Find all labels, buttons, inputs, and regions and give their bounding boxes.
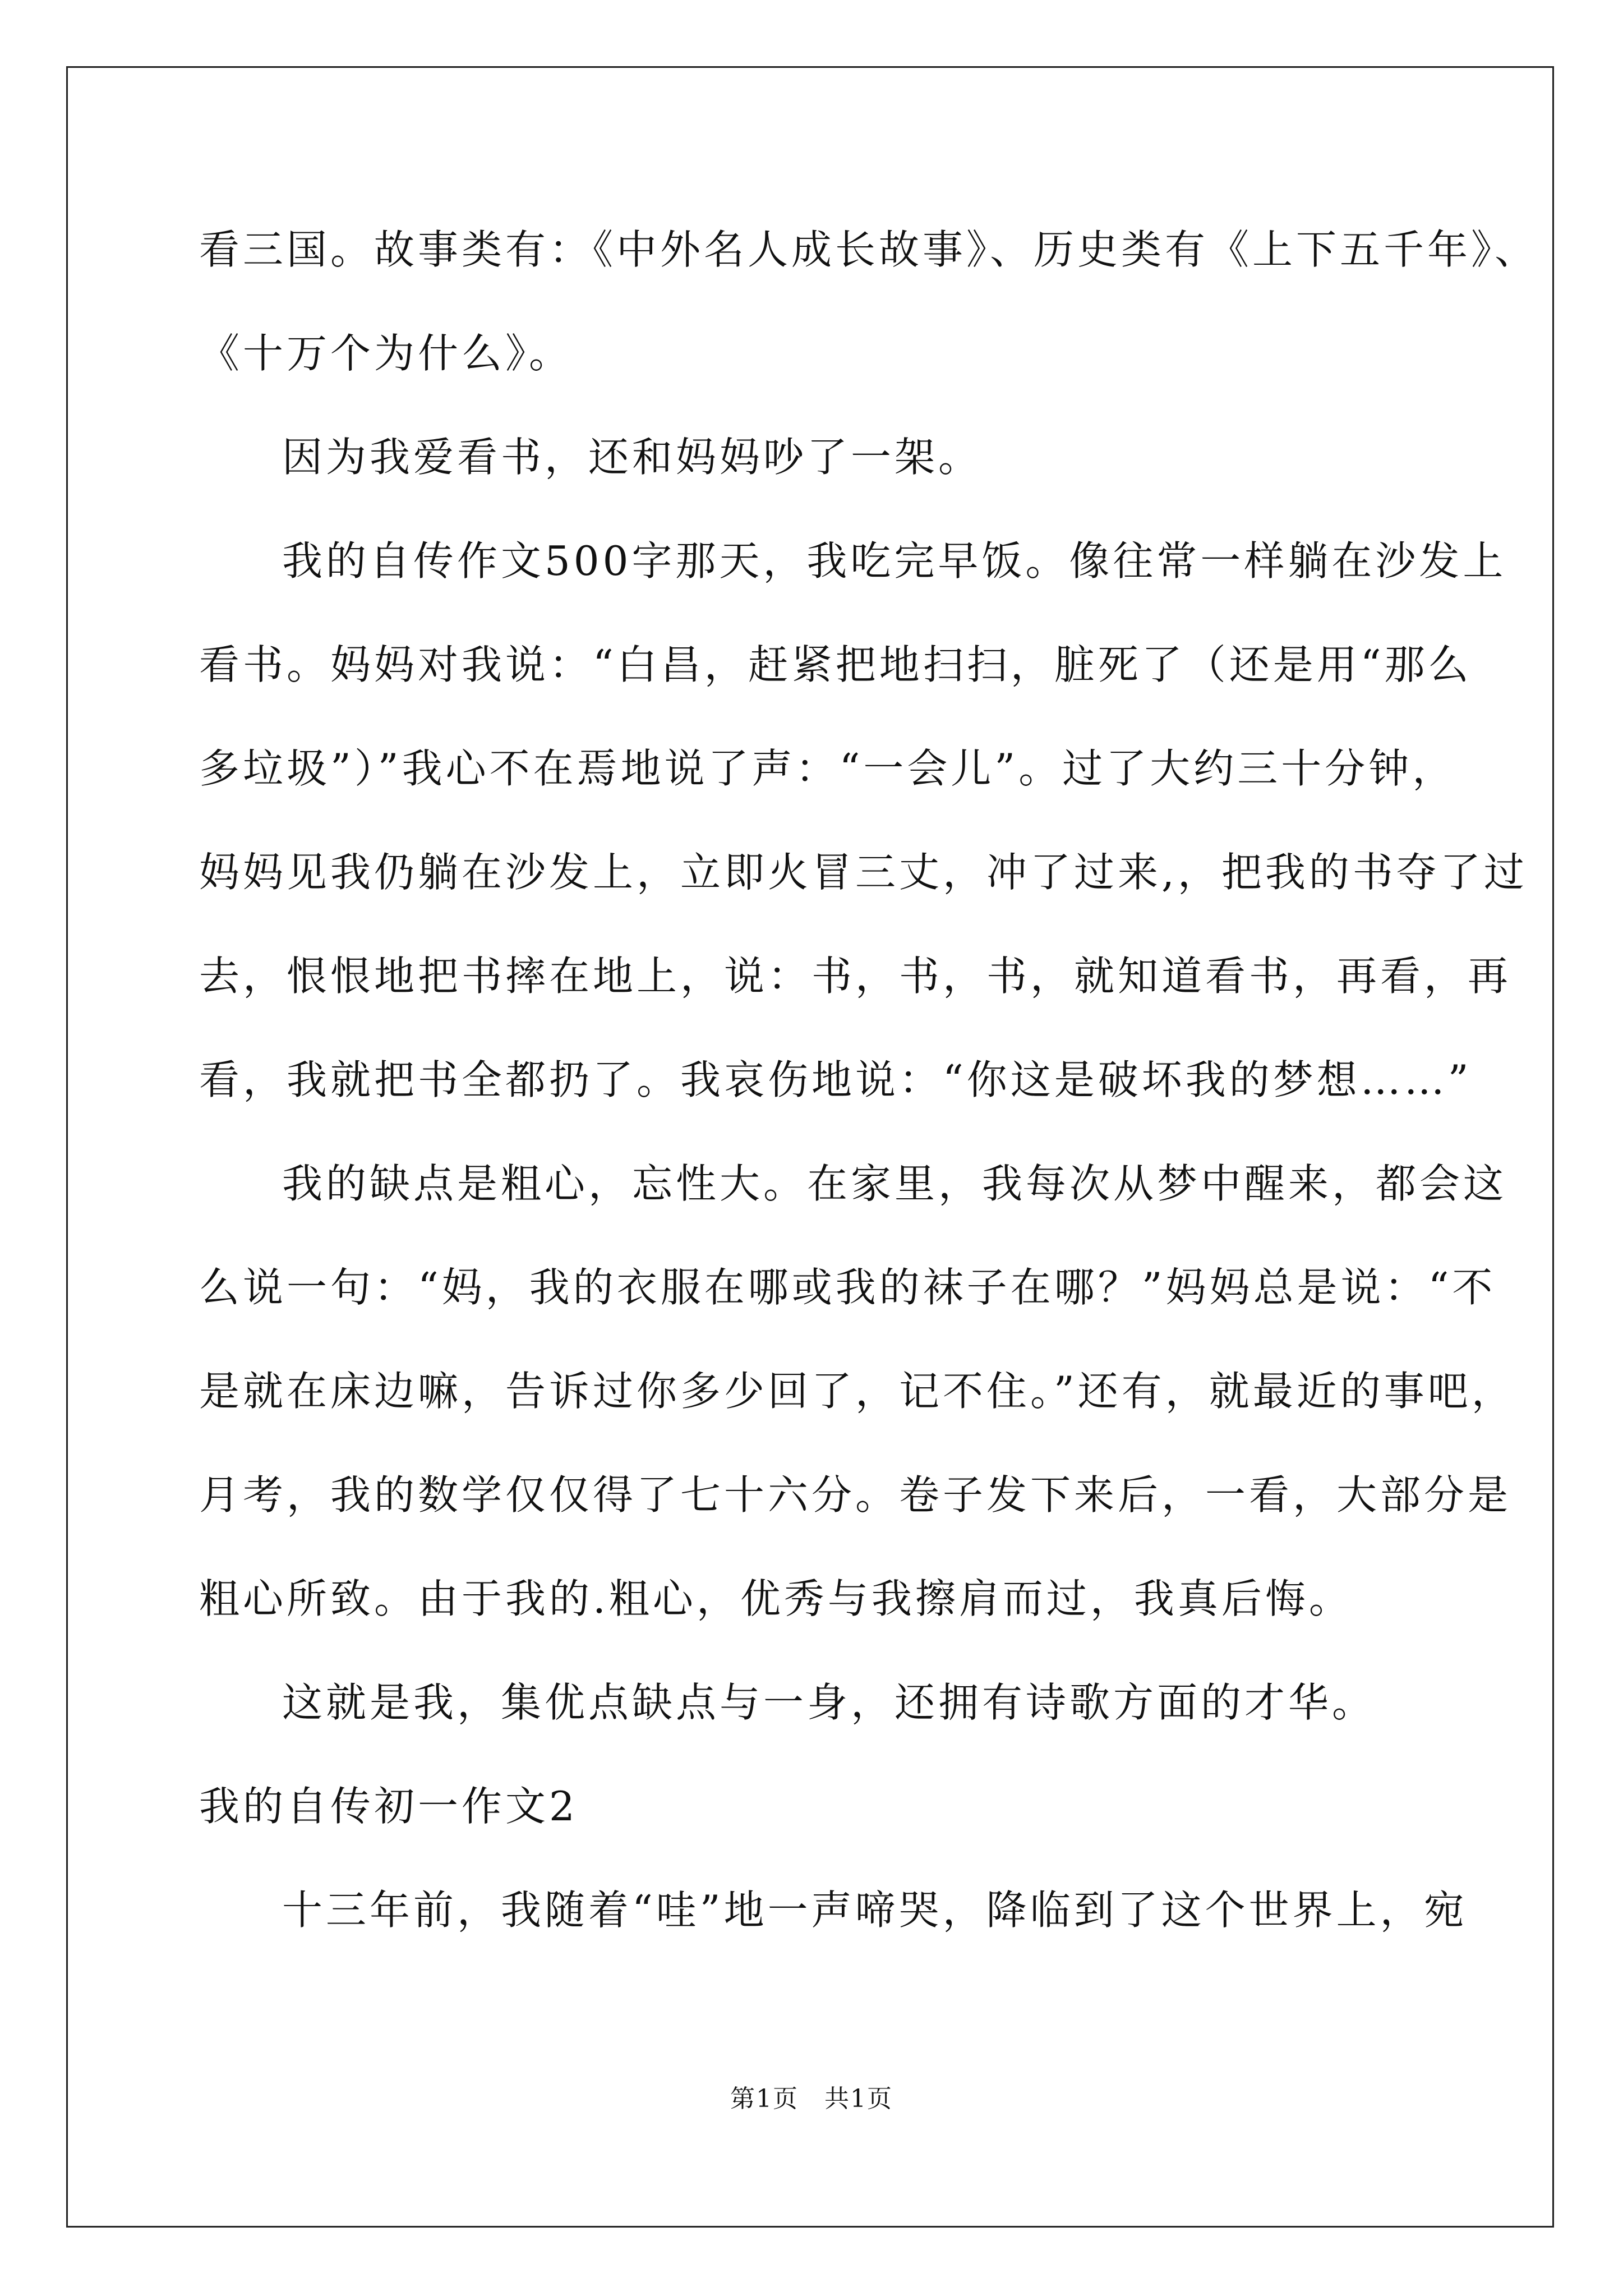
text-line: 看，我就把书全都扔了。我哀伤地说：“你这是破坏我的梦想……” [199,1056,1472,1103]
page-footer: 第1页 共1页 [730,2085,893,2113]
text-line: 多垃圾”）”我心不在焉地说了声：“一会儿”。过了大约三十分钟， [199,745,1456,792]
paragraph-start: 我的自传作文500字那天，我吃完早饭。像往常一样躺在沙发上 [282,537,1507,585]
text-line: 是就在床边嘛，告诉过你多少回了，记不住。”还有，就最近的事吧， [199,1368,1515,1415]
text-line: 妈妈见我仍躺在沙发上，立即火冒三丈，冲了过来,，把我的书夺了过 [199,849,1528,896]
document-body [199,213,1539,1977]
section-heading: 我的自传初一作文2 [199,1783,578,1830]
text-line: 去，恨恨地把书摔在地上，说：书，书，书，就知道看书，再看，再 [199,953,1512,1000]
text-line: 看三国。故事类有：《中外名人成长故事》、历史类有《上下五千年》、 [199,226,1539,273]
paragraph-start: 因为我爱看书，还和妈妈吵了一架。 [282,434,983,481]
paragraph-start: 十三年前，我随着“哇”地一声啼哭，降临到了这个世界上，宛 [282,1887,1468,1934]
paragraph-start: 我的缺点是粗心，忘性大。在家里，我每次从梦中醒来，都会这 [282,1160,1507,1207]
text-line: 么说一句：“妈，我的衣服在哪或我的袜子在哪？”妈妈总是说：“不 [199,1264,1496,1311]
text-line: 《十万个为什么》。 [199,330,573,377]
paragraph-start: 这就是我，集优点缺点与一身，还拥有诗歌方面的才华。 [282,1679,1376,1726]
text-line: 粗心所致。由于我的.粗心，优秀与我擦肩而过，我真后悔。 [199,1575,1353,1622]
text-line: 看书。妈妈对我说：“白昌，赶紧把地扫扫，脏死了（还是用“那么 [199,641,1472,688]
text-line: 月考，我的数学仅仅得了七十六分。卷子发下来后，一看，大部分是 [199,1471,1512,1519]
